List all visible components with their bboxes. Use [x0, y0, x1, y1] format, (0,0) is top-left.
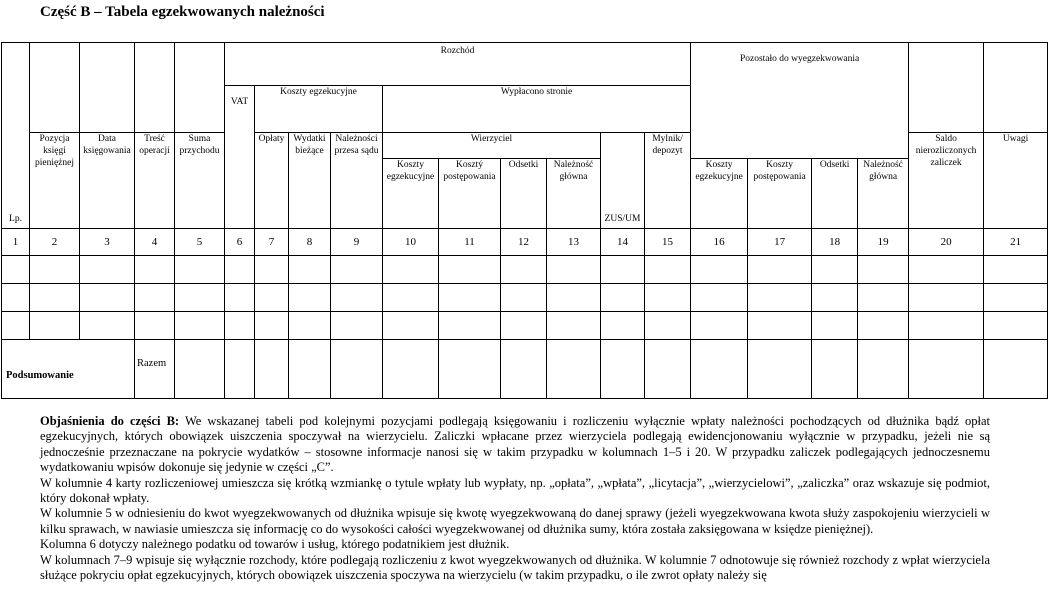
column-number: 13 — [547, 229, 601, 256]
column-number: 10 — [383, 229, 439, 256]
explanations — [40, 414, 990, 583]
column-number: 9 — [331, 229, 383, 256]
header-koszty-egz-wierzyciel: Koszty egzekucyjne — [383, 159, 439, 229]
header-uwagi: Uwagi — [984, 133, 1048, 229]
header-odsetki-pozostalo: Odsetki — [812, 159, 858, 229]
header-blank-5 — [175, 43, 225, 133]
header-koszty-egzekucyjne: Koszty egzekucyjne — [255, 86, 383, 133]
column-number: 17 — [748, 229, 812, 256]
header-wierzyciel: Wierzyciel — [383, 133, 601, 159]
summary-row — [2, 340, 1048, 399]
column-number: 6 — [225, 229, 255, 256]
header-tresc: Treść operacji — [135, 133, 175, 229]
column-number: 15 — [645, 229, 691, 256]
header-pozycja: Pozycja księgi pieniężnej — [30, 133, 80, 229]
column-number-row — [2, 229, 1048, 256]
explanations-heading: Objaśnienia do części B: — [40, 414, 180, 428]
header-naleznosci-sadu: Należności przesa sądu — [331, 133, 383, 229]
table-row — [2, 256, 1048, 284]
explanation-paragraph: W kolumnie 5 w odniesieniu do kwot wyegzekwowanych od dłużnika wpisuje się kwotę wyegzekwowaną do danej sprawy (jeżeli wyegzekwowana kwota służy zaspokojeniu wierzycieli w kilku sprawach, w nawiasie umieszcza się informację co do wysokości całości wyegzekwowanej od dłużnika sumy, która została zaksięgowana w księdze pieniężnej). — [40, 506, 990, 536]
header-naleznosc-pozostalo: Należność główna — [858, 159, 909, 229]
header-blank-2 — [30, 43, 80, 133]
column-number: 8 — [289, 229, 331, 256]
column-number: 12 — [501, 229, 547, 256]
header-koszty-egz-pozostalo: Koszty egzekucyjne — [691, 159, 748, 229]
column-number: 11 — [439, 229, 501, 256]
header-vat: VAT — [225, 86, 255, 229]
column-number: 3 — [80, 229, 135, 256]
column-number: 4 — [135, 229, 175, 256]
column-number: 21 — [984, 229, 1048, 256]
explanation-paragraph: Kolumna 6 dotyczy należnego podatku od towarów i usług, którego podatnikiem jest dłużnik. — [40, 537, 510, 552]
column-number: 7 — [255, 229, 289, 256]
header-wydatki: Wydatki bieżące — [289, 133, 331, 229]
column-number: 18 — [812, 229, 858, 256]
explanation-paragraph: Objaśnienia do części B: We wskazanej tabeli pod kolejnymi pozycjami podlegają księgowaniu i rozliczeniu wyłącznie wpłaty należności pochodzących od dłużnika bądź opłat egzekucyjnych, których obowiązek uiszczenia spoczywał na wierzycielu. Zaliczki wpłacane przez wierzyciela podlegają ewidencjonowaniu wyłącznie w przypadku, jeżeli nie są jednocześnie przeznaczane na pokrycie wydatków – stosowne informacje nanosi się w takim przypadku w kolumnach 1–5 i 20. W przypadku zaliczek podlegających jednoczesnemu wydatkowaniu wpisów dokonuje się jedynie w części „C”. — [40, 414, 990, 475]
column-number: 5 — [175, 229, 225, 256]
header-saldo: Saldo nierozliczonych zaliczek — [909, 133, 984, 229]
receivables-table — [1, 42, 1048, 399]
header-rozchod: Rozchód — [225, 43, 691, 86]
explanation-paragraph: W kolumnach 7–9 wpisuje się wyłącznie rozchody, które podlegają rozliczeniu z kwot wyegzekwowanych od dłużnika. W kolumnie 7 odnotowuje się również rozchody z wpłat wierzyciela służące pokryciu opłat egzekucyjnych, których obowiązek uiszczenia spoczywa na wierzycielu (w takim przypadku, o ile zwrot opłaty należy się — [40, 552, 990, 583]
column-number: 14 — [601, 229, 645, 256]
column-number: 1 — [2, 229, 30, 256]
header-blank-4 — [135, 43, 175, 133]
header-wyplacono-stronie: Wypłacono stronie — [383, 86, 691, 133]
header-blank-20 — [909, 43, 984, 133]
column-number: 20 — [909, 229, 984, 256]
header-odsetki-wierzyciel: Odsetki — [501, 159, 547, 229]
summary-razem: Razem — [135, 340, 175, 399]
explanation-paragraph: W kolumnie 4 karty rozliczeniowej umieszcza się krótką wzmiankę o tytule wpłaty lub wypłaty, np. „opłata”, „wpłata”, „licytacja”, „wierzycielowi”, „zaliczka” oraz wskazuje się podmiot, który dokonał wpłaty. — [40, 475, 990, 506]
header-data: Data księgowania — [80, 133, 135, 229]
header-blank-3 — [80, 43, 135, 133]
column-number: 2 — [30, 229, 80, 256]
header-lp: Lp. — [2, 43, 30, 229]
header-blank-21 — [984, 43, 1048, 133]
header-koszty-post-wierzyciel: Kosztý postępowania — [439, 159, 501, 229]
column-number: 19 — [858, 229, 909, 256]
header-oplaty: Opłaty — [255, 133, 289, 229]
header-pozostalo: Pozostało do wyegzekwowania — [691, 43, 909, 159]
header-suma: Suma przychodu — [175, 133, 225, 229]
header-mylnik: Mylnik/ depozyt — [645, 133, 691, 229]
column-number: 16 — [691, 229, 748, 256]
header-zus: ZUS/UM — [601, 133, 645, 229]
table-row — [2, 312, 1048, 340]
table-row — [2, 284, 1048, 312]
summary-label: Podsumowanie — [2, 340, 135, 399]
header-naleznosc-wierzyciel: Należność główna — [547, 159, 601, 229]
page-title: Część B – Tabela egzekwowanych należności — [40, 4, 325, 20]
header-koszty-post-pozostalo: Koszty postępowania — [748, 159, 812, 229]
